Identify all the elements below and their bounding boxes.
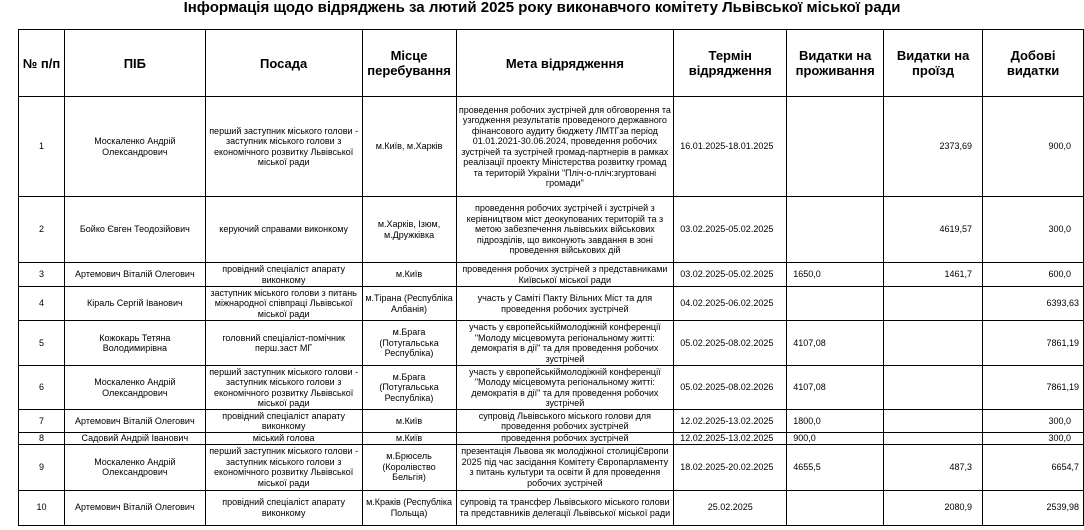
cell-daily: 6654,7 xyxy=(983,444,1084,490)
table-row xyxy=(19,287,1084,321)
table-row xyxy=(19,321,1084,366)
business-trips-table-wrapper xyxy=(18,29,1084,526)
cell-name: Артемович Віталій Олегович xyxy=(64,490,205,525)
cell-name: Артемович Віталій Олегович xyxy=(64,410,205,433)
cell-daily: 300,0 xyxy=(983,197,1084,263)
cell-position: головний спеціаліст-помічник перш.заст МГ xyxy=(205,321,362,366)
cell-purpose: проведення робочих зустрічей xyxy=(456,433,674,445)
cell-daily: 7861,19 xyxy=(983,321,1084,366)
cell-place: м.Харків, Ізюм, м.Дружківка xyxy=(362,197,456,263)
cell-name: Кожокарь Тетяна Володимирівна xyxy=(64,321,205,366)
cell-daily: 7861,19 xyxy=(983,366,1084,410)
cell-purpose: презентація Львова як молодіжної столиціЄвропи 2025 під час засідання Комітету Європарламенту з питань культури та освіти й для проведення робочих зустрічей xyxy=(456,444,674,490)
table-row xyxy=(19,263,1084,287)
cell-term: 18.02.2025-20.02.2025 xyxy=(674,444,787,490)
cell-purpose: участь у європейськіймолодіжній конференції "Молоду місцевомута регіональному житті: демократія в дії" та для проведення робочих зустрічей xyxy=(456,321,674,366)
header-lodging: Видатки на проживання xyxy=(787,30,884,97)
cell-travel xyxy=(884,287,983,321)
cell-term: 12.02.2025-13.02.2025 xyxy=(674,433,787,445)
cell-num: 6 xyxy=(19,366,65,410)
cell-lodging xyxy=(787,197,884,263)
table-row xyxy=(19,490,1084,525)
cell-position: перший заступник міського голови - заступник міського голови з економічного розвитку Львівської міської ради xyxy=(205,97,362,197)
cell-daily: 300,0 xyxy=(983,410,1084,433)
cell-num: 10 xyxy=(19,490,65,525)
cell-place: м.Брага (Потугальська Республіка) xyxy=(362,321,456,366)
cell-daily: 300,0 xyxy=(983,433,1084,445)
cell-term: 16.01.2025-18.01.2025 xyxy=(674,97,787,197)
header-place: Місце перебування xyxy=(362,30,456,97)
document-title: Інформація щодо відряджень за лютий 2025 року виконавчого комітету Львівської міської ради xyxy=(183,0,901,16)
cell-travel xyxy=(884,321,983,366)
cell-num: 3 xyxy=(19,263,65,287)
cell-term: 04.02.2025-06.02.2025 xyxy=(674,287,787,321)
cell-name: Москаленко Андрій Олександрович xyxy=(64,444,205,490)
header-name: ПІБ xyxy=(64,30,205,97)
cell-travel xyxy=(884,410,983,433)
cell-num: 7 xyxy=(19,410,65,433)
cell-travel xyxy=(884,433,983,445)
cell-travel: 487,3 xyxy=(884,444,983,490)
cell-purpose: проведення робочих зустрічей для обговорення та узгодження результатів проведеного державного фінансового аудиту бюджету ЛМТГза період 01.01.2021-30.06.2024, проведення робочих зустрічей та зустрічей громад-партнерів в рамках реалізації проекту Міністерства розвитку громад та територій України "Пліч-о-пліч:згуртовані громади" xyxy=(456,97,674,197)
cell-lodging xyxy=(787,287,884,321)
cell-place: м.Краків (Республіка Польща) xyxy=(362,490,456,525)
business-trips-table xyxy=(18,29,1084,526)
table-row xyxy=(19,433,1084,445)
cell-daily: 900,0 xyxy=(983,97,1084,197)
cell-place: м.Брага (Потугальська Республіка) xyxy=(362,366,456,410)
cell-term: 05.02.2025-08.02.2026 xyxy=(674,366,787,410)
cell-num: 2 xyxy=(19,197,65,263)
cell-place: м.Брюсель (Королівство Бельгія) xyxy=(362,444,456,490)
cell-travel: 1461,7 xyxy=(884,263,983,287)
cell-place: м.Київ xyxy=(362,433,456,445)
cell-position: провідний спеціаліст апарату виконкому xyxy=(205,410,362,433)
cell-position: керуючий справами виконкому xyxy=(205,197,362,263)
header-travel: Видатки на проїзд xyxy=(884,30,983,97)
table-row xyxy=(19,366,1084,410)
cell-position: перший заступник міського голови - заступник міського голови з економічного розвитку Львівської міської ради xyxy=(205,444,362,490)
cell-position: заступник міського голови з питань міжнародної співпраці Львівської міської ради xyxy=(205,287,362,321)
cell-num: 8 xyxy=(19,433,65,445)
cell-term: 03.02.2025-05.02.2025 xyxy=(674,263,787,287)
cell-lodging: 4655,5 xyxy=(787,444,884,490)
cell-name: Артемович Віталій Олегович xyxy=(64,263,205,287)
table-row xyxy=(19,197,1084,263)
cell-purpose: проведення робочих зустрічей і зустрічей з керівництвом міст деокупованих територій та з метою забезпечення львівських військових підрозділів, що виконують завдання в зоні проведення військових дій xyxy=(456,197,674,263)
cell-term: 25.02.2025 xyxy=(674,490,787,525)
cell-num: 9 xyxy=(19,444,65,490)
header-purpose: Мета відрядження xyxy=(456,30,674,97)
cell-name: Садовий Андрій Іванович xyxy=(64,433,205,445)
cell-daily: 600,0 xyxy=(983,263,1084,287)
cell-lodging: 900,0 xyxy=(787,433,884,445)
cell-purpose: супровід Львівського міського голови для проведення робочих зустрічей xyxy=(456,410,674,433)
table-header-row xyxy=(19,30,1084,97)
table-row xyxy=(19,444,1084,490)
header-position: Посада xyxy=(205,30,362,97)
cell-travel xyxy=(884,366,983,410)
cell-name: Москаленко Андрій Олександрович xyxy=(64,366,205,410)
cell-position: провідний спеціаліст апарату виконкому xyxy=(205,490,362,525)
cell-name: Москаленко Андрій Олександрович xyxy=(64,97,205,197)
cell-lodging: 1800,0 xyxy=(787,410,884,433)
cell-term: 05.02.2025-08.02.2025 xyxy=(674,321,787,366)
cell-purpose: проведення робочих зустрічей з представниками Київської міської ради xyxy=(456,263,674,287)
cell-position: міський голова xyxy=(205,433,362,445)
cell-travel: 4619,57 xyxy=(884,197,983,263)
cell-num: 1 xyxy=(19,97,65,197)
cell-term: 12.02.2025-13.02.2025 xyxy=(674,410,787,433)
cell-place: м.Київ xyxy=(362,263,456,287)
cell-name: Бойко Євген Теодозійович xyxy=(64,197,205,263)
cell-place: м.Тірана (Республіка Албанія) xyxy=(362,287,456,321)
header-daily: Добові видатки xyxy=(983,30,1084,97)
table-row xyxy=(19,97,1084,197)
cell-lodging: 4107,08 xyxy=(787,321,884,366)
cell-purpose: супровід та трансфер Львівського міського голови та представників делегації Львівської міської ради xyxy=(456,490,674,525)
table-row xyxy=(19,410,1084,433)
cell-daily: 2539,98 xyxy=(983,490,1084,525)
cell-place: м.Київ xyxy=(362,410,456,433)
cell-lodging xyxy=(787,490,884,525)
cell-purpose: участь у європейськіймолодіжній конференції "Молоду місцевомута регіональному житті: демократія в дії" та для проведення робочих зустрічей xyxy=(456,366,674,410)
cell-num: 4 xyxy=(19,287,65,321)
cell-num: 5 xyxy=(19,321,65,366)
cell-daily: 6393,63 xyxy=(983,287,1084,321)
cell-lodging: 1650,0 xyxy=(787,263,884,287)
header-term: Термін відрядження xyxy=(674,30,787,97)
cell-position: перший заступник міського голови - заступник міського голови з економічного розвитку Львівської міської ради xyxy=(205,366,362,410)
cell-position: провідний спеціаліст апарату виконкому xyxy=(205,263,362,287)
cell-term: 03.02.2025-05.02.2025 xyxy=(674,197,787,263)
cell-lodging xyxy=(787,97,884,197)
cell-name: Кіраль Сергій Іванович xyxy=(64,287,205,321)
cell-lodging: 4107,08 xyxy=(787,366,884,410)
cell-travel: 2080,9 xyxy=(884,490,983,525)
header-num: № п/п xyxy=(19,30,65,97)
cell-travel: 2373,69 xyxy=(884,97,983,197)
cell-place: м.Київ, м.Харків xyxy=(362,97,456,197)
cell-purpose: участь у Саміті Пакту Вільних Міст та для проведення робочих зустрічей xyxy=(456,287,674,321)
